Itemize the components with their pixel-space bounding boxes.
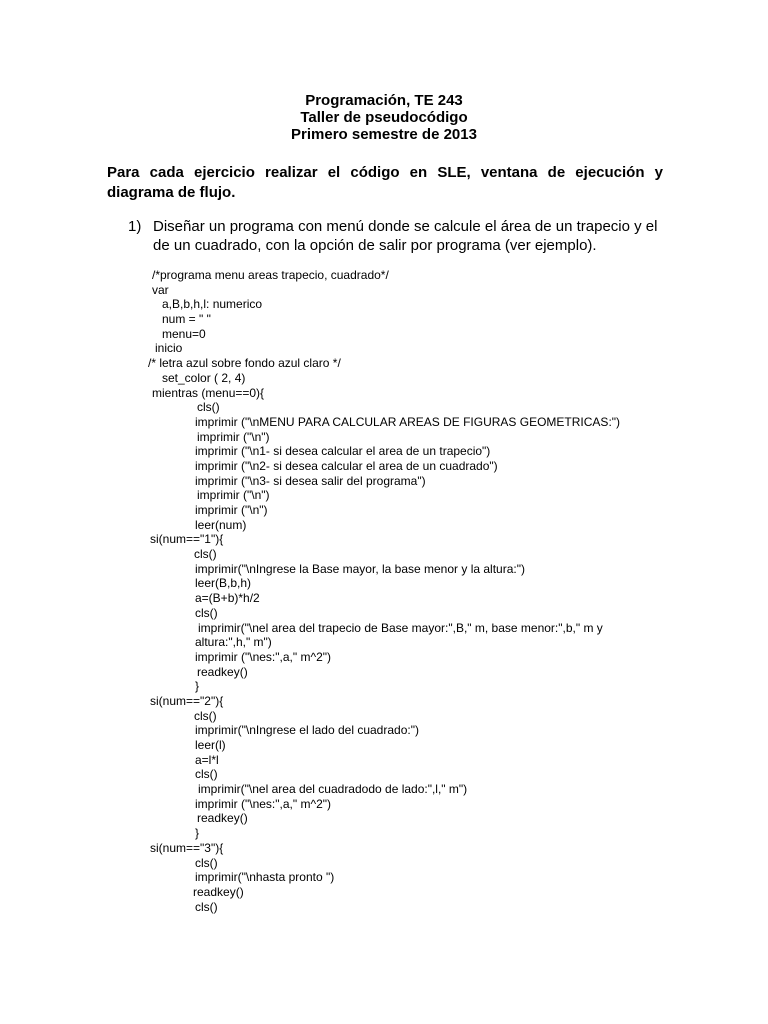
- exercise-item: [128, 217, 673, 255]
- code-line: }: [195, 679, 200, 694]
- code-line: menu=0: [162, 326, 206, 341]
- code-line: a,B,b,h,l: numerico: [162, 297, 263, 312]
- workshop-title: Taller de pseudocódigo: [300, 109, 468, 126]
- code-line: cls(): [195, 767, 218, 782]
- code-line: imprimir ("\n"): [197, 488, 270, 503]
- code-line: imprimir ("\n"): [195, 503, 268, 517]
- code-line: leer(l): [195, 738, 226, 752]
- code-line: cls(): [195, 605, 218, 620]
- exercise-text: Diseñar un programa con menú donde se calcule el área de un trapecio y el de un cuadrado, con la opción de salir por programa (ver ejemplo).: [153, 218, 658, 254]
- code-line: imprimir ("\nMENU PARA CALCULAR AREAS DE FIGURAS GEOMETRICAS:"): [195, 414, 621, 429]
- code-line: imprimir("\nhasta pronto "): [195, 870, 335, 885]
- code-line: leer(B,b,h): [195, 576, 252, 591]
- code-line: readkey(): [197, 811, 248, 826]
- pseudocode-block: [0, 268, 768, 914]
- code-line: imprimir("\nel area del trapecio de Base mayor:",B," m, base menor:",b," m y: [198, 620, 603, 635]
- code-line: si(num=="2"){: [150, 693, 224, 708]
- code-line: altura:",h," m"): [195, 635, 272, 650]
- code-line: num = " ": [162, 312, 211, 327]
- code-line: si(num=="1"){: [150, 532, 224, 547]
- code-line: imprimir ("\nes:",a," m^2"): [195, 649, 332, 664]
- code-line: a=l*l: [195, 752, 219, 767]
- code-line: inicio: [155, 341, 183, 356]
- code-line: mientras (menu==0){: [152, 385, 265, 400]
- semester-title: Primero semestre de 2013: [291, 126, 477, 143]
- code-line: imprimir ("\n2- si desea calcular el area de un cuadrado"): [195, 458, 498, 473]
- code-line: imprimir ("\n3- si desea salir del programa"): [195, 473, 426, 488]
- code-line: /*programa menu areas trapecio, cuadrado*/: [152, 268, 389, 282]
- code-line: readkey(): [193, 884, 244, 899]
- code-line: leer(num): [195, 517, 247, 532]
- code-line: cls(): [195, 899, 218, 914]
- instructions-paragraph: Para cada ejercicio realizar el código en SLE, ventana de ejecución y diagrama de flujo.: [107, 164, 663, 201]
- code-line: }: [195, 826, 200, 841]
- code-line: imprimir("\nIngrese el lado del cuadrado:"): [195, 723, 419, 738]
- code-line: var: [152, 282, 169, 297]
- code-line: imprimir ("\n"): [197, 429, 270, 444]
- code-line: cls(): [195, 855, 218, 870]
- code-line: set_color ( 2, 4): [162, 370, 246, 385]
- code-line: a=(B+b)*h/2: [195, 591, 260, 606]
- document-header: [0, 92, 768, 143]
- code-line: imprimir("\nIngrese la Base mayor, la base menor y la altura:"): [195, 561, 525, 576]
- code-line: imprimir ("\nes:",a," m^2"): [195, 796, 332, 811]
- code-line: si(num=="3"){: [150, 840, 224, 855]
- code-line: cls(): [194, 708, 217, 723]
- code-line: imprimir ("\n1- si desea calcular el area de un trapecio"): [195, 444, 491, 459]
- code-line: imprimir("\nel area del cuadradodo de lado:",l," m"): [198, 782, 468, 797]
- course-title: Programación, TE 243: [305, 92, 463, 109]
- code-line: cls(): [197, 400, 220, 415]
- code-line: /* letra azul sobre fondo azul claro */: [148, 356, 341, 371]
- code-line: readkey(): [197, 664, 248, 679]
- exercise-number: 1): [128, 218, 142, 235]
- code-line: cls(): [194, 547, 217, 562]
